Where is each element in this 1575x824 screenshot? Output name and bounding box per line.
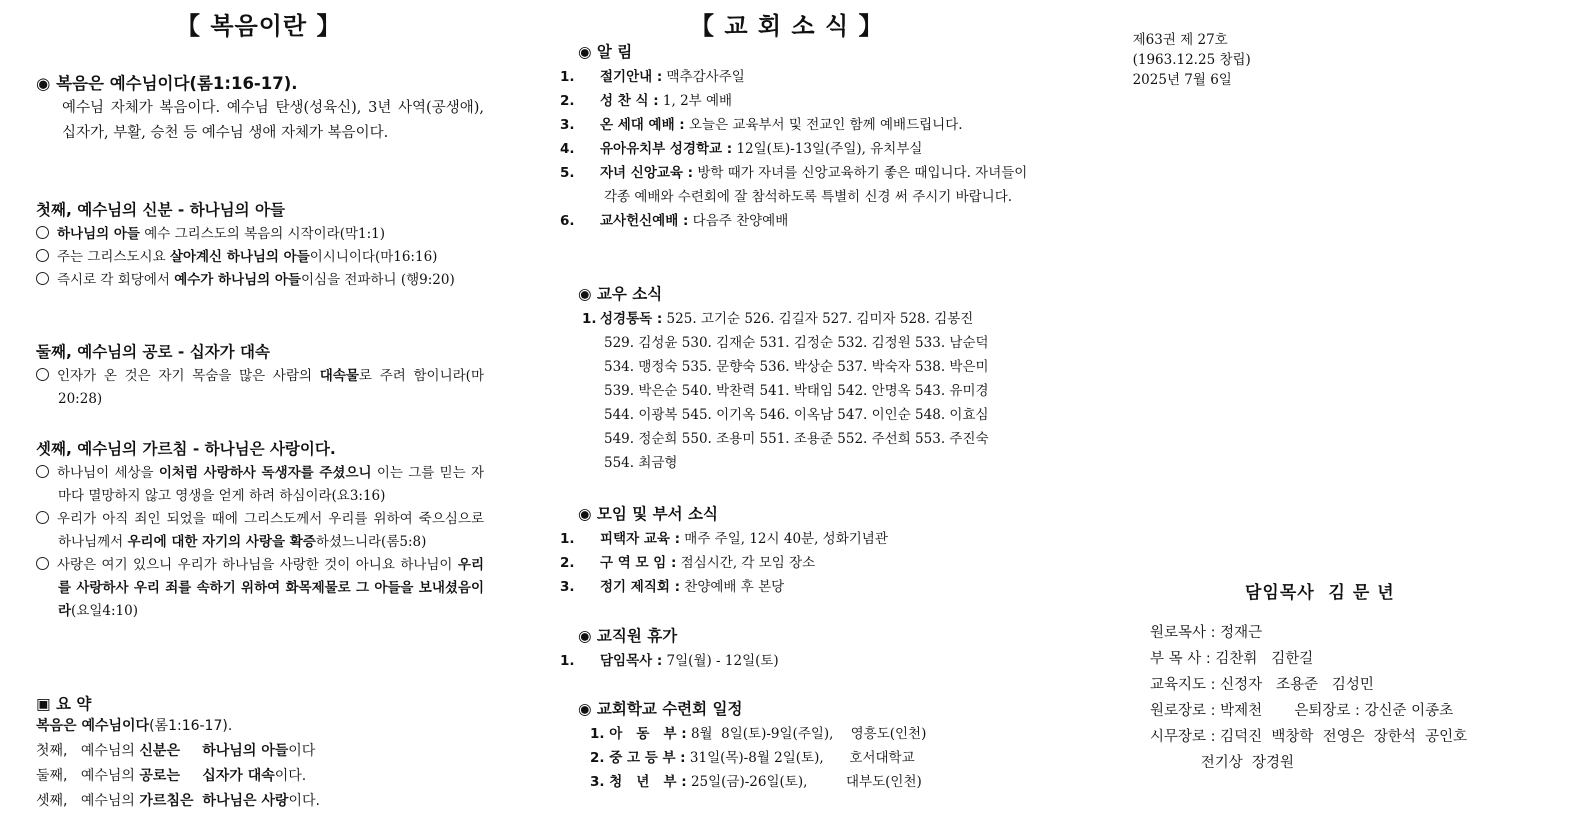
notices-heading: ◉ 알 림 xyxy=(578,43,633,61)
list-item: 2. 중 고 등 부 : 31일(목)-8월 2일(토), 호서대학교 xyxy=(590,750,915,766)
second-heading: 둘째, 예수님의 공로 - 십자가 대속 xyxy=(36,343,270,361)
list-item: 하나님이 세상을 이처럼 사랑하사 독생자를 주셨으니 이는 그를 믿는 자마다 멸망하지 않고 영생을 얻게 하려 하심이라(요3:16) xyxy=(36,462,484,508)
summary-line: 셋째, 예수님의 가르침은 하나님은 사랑이다. xyxy=(36,793,320,809)
staff-line: 원로장로 : 박제천 은퇴장로 : 강신준 이종초 xyxy=(1150,703,1454,719)
issue-info xyxy=(1124,12,1293,88)
notices-section xyxy=(560,40,1028,233)
summary-section xyxy=(36,692,484,814)
senior-pastor: 담임목사 김 문 년 xyxy=(1245,583,1395,603)
members-heading: ◉ 교우 소식 xyxy=(578,285,663,303)
members-section xyxy=(578,282,1028,475)
summary-heading: ▣ 요 약 xyxy=(36,695,92,713)
circle-bullet-icon xyxy=(36,511,49,524)
list-item: 하나님의 아들 예수 그리스도의 복음의 시작이라(막1:1) xyxy=(36,223,484,246)
camps-heading: ◉ 교회학교 수련회 일정 xyxy=(578,700,743,718)
third-section xyxy=(36,437,484,623)
list-item: 3. 청 년 부 : 25일(금)-26일(토), 대부도(인천) xyxy=(590,774,922,790)
first-section xyxy=(36,198,484,292)
second-section xyxy=(36,340,484,411)
vacation-section xyxy=(560,624,1028,673)
issue-date: 2025년 7월 6일 xyxy=(1132,72,1232,88)
volume-number: 제63권 제 27호 xyxy=(1132,32,1228,48)
circle-bullet-icon xyxy=(36,249,49,262)
vacation-heading: ◉ 교직원 휴가 xyxy=(578,627,678,645)
gospel-title: 【 복음이란 】 xyxy=(176,11,342,40)
list-item: 인자가 온 것은 자기 목숨을 많은 사람의 대속물로 주려 함이니라(마20:28) xyxy=(36,365,484,411)
staff-line: 시무장로 : 김덕진 백창학 전영은 장한석 공인호 xyxy=(1150,729,1468,745)
circle-bullet-icon xyxy=(36,368,49,381)
list-item: 1. 피택자 교육 : 매주 주일, 12시 40분, 성화기념관 xyxy=(560,531,888,547)
groups-heading: ◉ 모임 및 부서 소식 xyxy=(578,505,718,523)
list-item: 3. 정기 제직회 : 찬양예배 후 본당 xyxy=(560,579,785,595)
camps-list xyxy=(578,722,1028,794)
list-item: 1. 아 동 부 : 8월 8일(토)-9일(주일), 영흥도(인천) xyxy=(590,726,927,742)
list-item: 주는 그리스도시요 살아계신 하나님의 아들이시니이다(마16:16) xyxy=(36,246,484,269)
summary-line: 둘째, 예수님의 공로는 십자가 대속이다. xyxy=(36,768,307,784)
list-item: 1. 담임목사 : 7일(월) - 12일(토) xyxy=(560,653,779,669)
list-item: 2. 성 찬 식 : 1, 2부 예배 xyxy=(560,93,733,109)
first-heading: 첫째, 예수님의 신분 - 하나님의 아들 xyxy=(36,201,285,219)
circle-bullet-icon xyxy=(36,272,49,285)
gospel-main-text: 예수님 자체가 복음이다. 예수님 탄생(성육신), 3년 사역(공생애), 십자가, 부활, 승천 등 예수님 생애 자체가 복음이다. xyxy=(62,100,484,141)
list-item: 3. 온 세대 예배 : 오늘은 교육부서 및 전교인 함께 예배드립니다. xyxy=(560,117,963,133)
founded-date: (1963.12.25 창립) xyxy=(1132,52,1251,68)
list-item: 5. 자녀 신앙교육 : 방학 때가 자녀를 신앙교육하기 좋은 때입니다. 자녀들이 각종 예배와 수련회에 잘 참석하도록 특별히 신경 써 주시기 바랍니다. xyxy=(560,165,1028,205)
list-item: 즉시로 각 회당에서 예수가 하나님의 아들이심을 전파하니 (행9:20) xyxy=(36,269,484,292)
groups-section xyxy=(560,502,1028,599)
circle-bullet-icon xyxy=(36,226,49,239)
staff-line: 부 목 사 : 김찬휘 김한길 xyxy=(1150,651,1314,667)
circle-bullet-icon xyxy=(36,557,49,570)
notices-list xyxy=(560,65,1028,233)
staff-list xyxy=(1150,620,1467,776)
summary-line: 첫째, 예수님의 신분은 하나님의 아들이다 xyxy=(36,743,316,759)
list-item: 6. 교사헌신예배 : 다음주 찬양예배 xyxy=(560,213,789,229)
list-item: 우리가 아직 죄인 되었을 때에 그리스도께서 우리를 위하여 죽으심으로 하나님께서 우리에 대한 자기의 사랑을 확증하셨느니라(롬5:8) xyxy=(36,508,484,554)
vacation-list xyxy=(560,649,1028,673)
list-item: 사랑은 여기 있으니 우리가 하나님을 사랑한 것이 아니요 하나님이 우리를 사랑하사 우리 죄를 속하기 위하여 화목제물로 그 아들을 보내셨음이라(요일4:10) xyxy=(36,554,484,623)
staff-line: 전기상 장경원 xyxy=(1150,755,1294,771)
summary-line: 복음은 예수님이다(롬1:16-17). xyxy=(36,718,233,734)
groups-list xyxy=(560,527,1028,599)
list-item: 1. 절기안내 : 맥추감사주일 xyxy=(560,69,745,85)
news-title: 【 교 회 소 식 】 xyxy=(690,11,884,40)
circle-bullet-icon xyxy=(36,465,49,478)
list-item: 4. 유아유치부 성경학교 : 12일(토)-13일(주일), 유치부실 xyxy=(560,141,923,157)
gospel-main-heading: ◉ 복음은 예수님이다(롬1:16-17). xyxy=(36,74,298,93)
staff-line: 원로목사 : 정재근 xyxy=(1150,625,1263,641)
staff-line: 교육지도 : 신정자 조용준 김성민 xyxy=(1150,677,1374,693)
list-item: 2. 구 역 모 임 : 점심시간, 각 모임 장소 xyxy=(560,555,816,571)
bible-reading-list: 1. 성경통독 : 525. 고기순 526. 김길자 527. 김미자 528. 김봉진 529. 김성윤 530. 김재순 531. 김정순 532. 김정원 533. 남순덕 534. 맹정숙 535. 문향숙 536. 박상순 537. 박숙자 538. 박은미 539. 박은순 540. 박찬력 541. 박태임 542. 안명옥 543. 유미경 544. 이광복 545. 이기옥 546. 이옥남 547. 이인순 548. 이효심 549. 정순희 550. 조용미 551. 조용준 552. 주선희 553. 주진숙 554. 최금형 xyxy=(582,311,989,471)
camps-section xyxy=(578,697,1028,794)
third-heading: 셋째, 예수님의 가르침 - 하나님은 사랑이다. xyxy=(36,440,336,458)
